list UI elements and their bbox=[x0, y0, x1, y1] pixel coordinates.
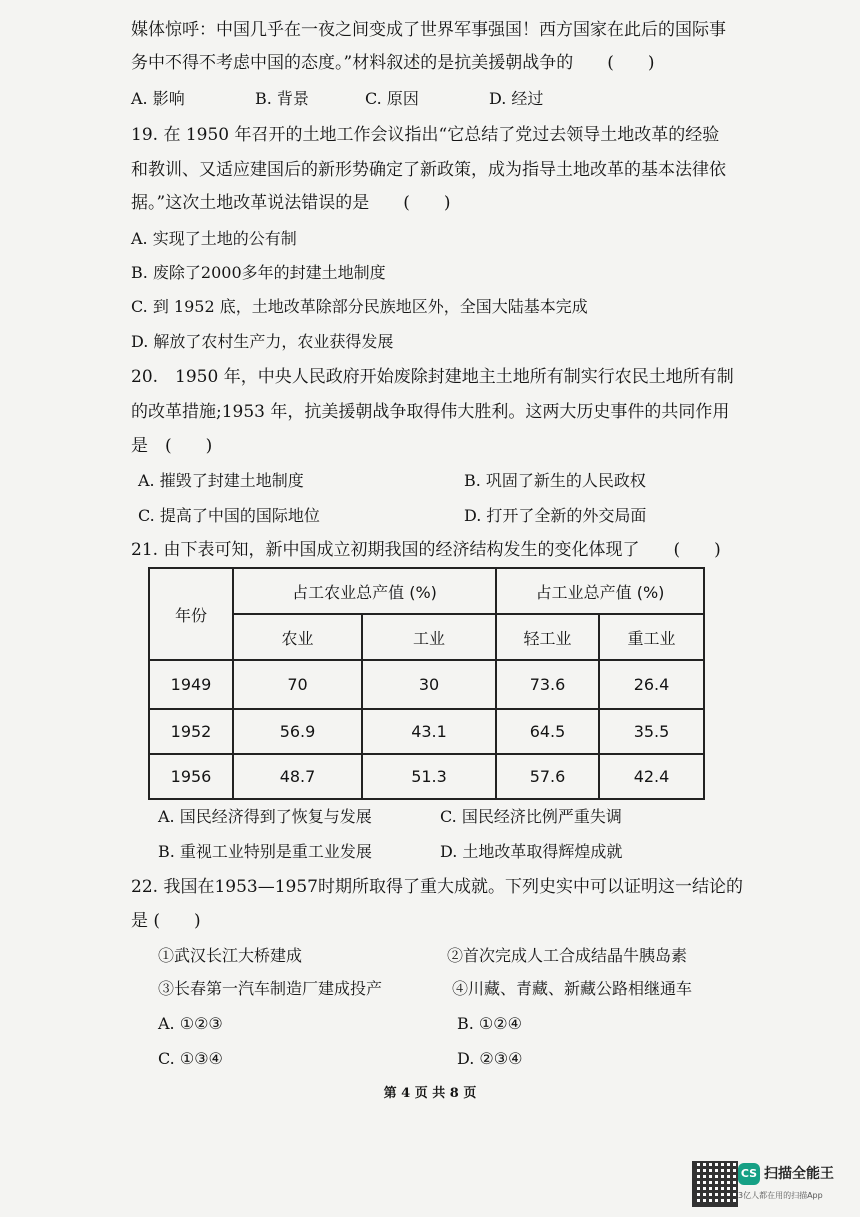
table-cell: 43.1 bbox=[362, 709, 496, 754]
q22-line-1: 22. 我国在1953—1957时期所取得了重大成就。下列史实中可以证明这一结论的 bbox=[131, 877, 743, 897]
table-cell: 73.6 bbox=[496, 660, 599, 709]
table-header-agriculture: 农业 bbox=[233, 614, 362, 660]
table-cell: 26.4 bbox=[599, 660, 704, 709]
table-cell: 48.7 bbox=[233, 754, 362, 799]
page-number-footer: 第 4 页 共 8 页 bbox=[383, 1086, 477, 1101]
q21-option-b: B. 重视工业特别是重工业发展 bbox=[158, 842, 372, 861]
q19-option-b: B. 废除了2000多年的封建土地制度 bbox=[131, 263, 386, 282]
q21-stem: 21. 由下表可知，新中国成立初期我国的经济结构发生的变化体现了 ( ) bbox=[131, 540, 721, 560]
camscanner-logo-icon: CS bbox=[738, 1163, 760, 1185]
q19-line-3: 据。”这次土地改革说法错误的是 ( ) bbox=[131, 193, 451, 213]
q20-option-a: A. 摧毁了封建土地制度 bbox=[138, 471, 304, 490]
q19-option-c: C. 到 1952 底，土地改革除部分民族地区外，全国大陆基本完成 bbox=[131, 297, 588, 316]
watermark-app-name: 扫描全能王 bbox=[764, 1166, 834, 1182]
table-header-light-industry: 轻工业 bbox=[496, 614, 599, 660]
q18-option-d: D. 经过 bbox=[489, 89, 544, 108]
table-cell: 70 bbox=[233, 660, 362, 709]
q22-option-a: A. ①②③ bbox=[158, 1014, 223, 1033]
q18-option-c: C. 原因 bbox=[365, 89, 419, 108]
q19-line-1: 19. 在 1950 年召开的土地工作会议指出“它总结了党过去领导土地改革的经验 bbox=[131, 125, 720, 145]
table-cell: 35.5 bbox=[599, 709, 704, 754]
table-cell: 42.4 bbox=[599, 754, 704, 799]
table-header-year: 年份 bbox=[149, 568, 233, 660]
q22-option-c: C. ①③④ bbox=[158, 1049, 223, 1068]
q20-line-2: 的改革措施;1953 年，抗美援朝战争取得伟大胜利。这两大历史事件的共同作用 bbox=[131, 402, 730, 422]
table-row bbox=[149, 660, 704, 709]
table-header-industry: 工业 bbox=[362, 614, 496, 660]
q20-line-3: 是 ( ) bbox=[131, 436, 213, 456]
q19-line-2: 和教训、又适应建国后的新形势确定了新政策，成为指导土地改革的基本法律依 bbox=[131, 160, 726, 180]
q22-line-2: 是 ( ) bbox=[131, 911, 201, 931]
q22-item-1: ①武汉长江大桥建成 bbox=[158, 946, 303, 965]
table-cell: 30 bbox=[362, 660, 496, 709]
table-cell: 56.9 bbox=[233, 709, 362, 754]
table-cell: 51.3 bbox=[362, 754, 496, 799]
q21-option-c: C. 国民经济比例严重失调 bbox=[440, 807, 622, 826]
q22-option-d: D. ②③④ bbox=[457, 1049, 523, 1068]
table-cell: 64.5 bbox=[496, 709, 599, 754]
table-cell: 1956 bbox=[149, 754, 233, 799]
table-cell: 1949 bbox=[149, 660, 233, 709]
table-cell: 57.6 bbox=[496, 754, 599, 799]
q22-item-2: ②首次完成人工合成结晶牛胰岛素 bbox=[447, 946, 688, 965]
table-row bbox=[149, 709, 704, 754]
economic-structure-table bbox=[148, 567, 705, 800]
q20-option-b: B. 巩固了新生的人民政权 bbox=[464, 471, 646, 490]
q22-item-4: ④川藏、青藏、新藏公路相继通车 bbox=[452, 979, 693, 998]
q18-option-a: A. 影响 bbox=[131, 89, 185, 108]
q21-option-a: A. 国民经济得到了恢复与发展 bbox=[158, 807, 372, 826]
q22-item-3: ③长春第一汽车制造厂建成投产 bbox=[158, 979, 383, 998]
q19-option-a: A. 实现了土地的公有制 bbox=[131, 229, 297, 248]
q18-line-1: 媒体惊呼：中国几乎在一夜之间变成了世界军事强国！西方国家在此后的国际事 bbox=[131, 20, 726, 40]
table-header-agri-industry-share: 占工农业总产值 (%) bbox=[233, 568, 496, 614]
table-header-industry-share: 占工业总产值 (%) bbox=[496, 568, 704, 614]
q18-option-b: B. 背景 bbox=[255, 89, 309, 108]
table-row bbox=[149, 754, 704, 799]
table-header-heavy-industry: 重工业 bbox=[599, 614, 704, 660]
q20-option-d: D. 打开了全新的外交局面 bbox=[464, 506, 647, 525]
watermark-tagline: 3亿人都在用的扫描App bbox=[738, 1191, 823, 1200]
q19-option-d: D. 解放了农村生产力，农业获得发展 bbox=[131, 332, 394, 351]
q22-option-b: B. ①②④ bbox=[457, 1014, 522, 1033]
qr-code-icon bbox=[692, 1161, 738, 1207]
q18-line-2: 务中不得不考虑中国的态度。”材料叙述的是抗美援朝战争的 ( ) bbox=[131, 53, 655, 73]
q20-option-c: C. 提高了中国的国际地位 bbox=[138, 506, 320, 525]
table-cell: 1952 bbox=[149, 709, 233, 754]
q21-option-d: D. 土地改革取得辉煌成就 bbox=[440, 842, 623, 861]
q20-line-1: 20. 1950 年，中央人民政府开始废除封建地主土地所有制实行农民土地所有制 bbox=[131, 367, 734, 387]
